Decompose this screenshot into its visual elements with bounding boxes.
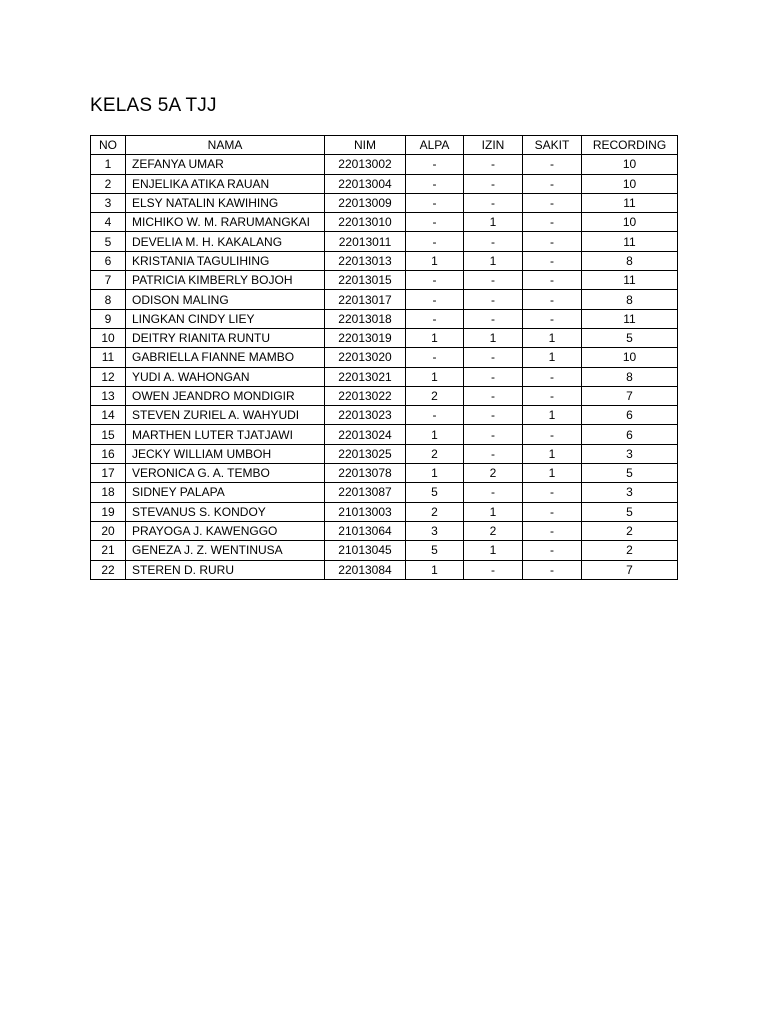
cell-izin: -: [464, 444, 523, 463]
cell-izin: -: [464, 155, 523, 174]
header-alpa: ALPA: [406, 136, 464, 155]
table-row: [91, 328, 678, 347]
cell-sakit: 1: [523, 348, 582, 367]
cell-nama: ODISON MALING: [126, 290, 325, 309]
cell-sakit: -: [523, 193, 582, 212]
cell-nim: 22013019: [325, 328, 406, 347]
cell-no: 4: [91, 213, 126, 232]
cell-recording: 11: [582, 232, 678, 251]
table-row: [91, 541, 678, 560]
cell-recording: 10: [582, 174, 678, 193]
cell-nama: DEITRY RIANITA RUNTU: [126, 328, 325, 347]
table-row: [91, 251, 678, 270]
cell-izin: -: [464, 406, 523, 425]
table-row: [91, 367, 678, 386]
cell-nim: 22013020: [325, 348, 406, 367]
cell-nama: OWEN JEANDRO MONDIGIR: [126, 386, 325, 405]
cell-nama: LINGKAN CINDY LIEY: [126, 309, 325, 328]
cell-nim: 21013045: [325, 541, 406, 560]
cell-nim: 22013022: [325, 386, 406, 405]
cell-izin: 1: [464, 502, 523, 521]
cell-recording: 11: [582, 309, 678, 328]
cell-izin: -: [464, 271, 523, 290]
cell-alpa: 1: [406, 560, 464, 579]
table-row: [91, 502, 678, 521]
cell-no: 15: [91, 425, 126, 444]
cell-nim: 22013009: [325, 193, 406, 212]
cell-nim: 22013013: [325, 251, 406, 270]
cell-izin: -: [464, 290, 523, 309]
cell-recording: 11: [582, 271, 678, 290]
cell-sakit: -: [523, 232, 582, 251]
cell-alpa: -: [406, 406, 464, 425]
table-row: [91, 483, 678, 502]
cell-nama: GABRIELLA FIANNE MAMBO: [126, 348, 325, 367]
cell-recording: 5: [582, 502, 678, 521]
cell-sakit: 1: [523, 406, 582, 425]
cell-nim: 22013002: [325, 155, 406, 174]
cell-recording: 6: [582, 406, 678, 425]
cell-nim: 22013024: [325, 425, 406, 444]
cell-sakit: -: [523, 502, 582, 521]
cell-recording: 11: [582, 193, 678, 212]
cell-sakit: -: [523, 309, 582, 328]
table-row: [91, 560, 678, 579]
cell-nama: DEVELIA M. H. KAKALANG: [126, 232, 325, 251]
cell-nim: 22013018: [325, 309, 406, 328]
attendance-table: [90, 135, 678, 580]
table-row: [91, 386, 678, 405]
cell-recording: 3: [582, 483, 678, 502]
cell-sakit: -: [523, 271, 582, 290]
page-title: KELAS 5A TJJ: [90, 95, 217, 116]
cell-nama: PATRICIA KIMBERLY BOJOH: [126, 271, 325, 290]
table-row: [91, 309, 678, 328]
cell-izin: -: [464, 193, 523, 212]
cell-nama: GENEZA J. Z. WENTINUSA: [126, 541, 325, 560]
table-row: [91, 213, 678, 232]
header-recording: RECORDING: [582, 136, 678, 155]
cell-sakit: 1: [523, 444, 582, 463]
cell-sakit: -: [523, 560, 582, 579]
cell-alpa: 1: [406, 367, 464, 386]
cell-alpa: -: [406, 271, 464, 290]
cell-recording: 6: [582, 425, 678, 444]
cell-recording: 3: [582, 444, 678, 463]
cell-no: 12: [91, 367, 126, 386]
cell-no: 9: [91, 309, 126, 328]
cell-alpa: 5: [406, 541, 464, 560]
cell-sakit: -: [523, 367, 582, 386]
cell-alpa: 1: [406, 425, 464, 444]
cell-no: 7: [91, 271, 126, 290]
cell-no: 6: [91, 251, 126, 270]
cell-nim: 22013021: [325, 367, 406, 386]
cell-sakit: 1: [523, 464, 582, 483]
cell-nama: SIDNEY PALAPA: [126, 483, 325, 502]
cell-sakit: -: [523, 541, 582, 560]
cell-recording: 8: [582, 367, 678, 386]
cell-nim: 22013010: [325, 213, 406, 232]
table-row: [91, 444, 678, 463]
table-body: [91, 155, 678, 580]
cell-no: 20: [91, 521, 126, 540]
cell-nim: 22013023: [325, 406, 406, 425]
cell-alpa: 2: [406, 502, 464, 521]
table-row: [91, 464, 678, 483]
cell-no: 8: [91, 290, 126, 309]
cell-no: 2: [91, 174, 126, 193]
cell-alpa: 5: [406, 483, 464, 502]
cell-sakit: -: [523, 483, 582, 502]
cell-nim: 22013017: [325, 290, 406, 309]
cell-nim: 22013078: [325, 464, 406, 483]
cell-recording: 8: [582, 251, 678, 270]
cell-alpa: -: [406, 232, 464, 251]
cell-nama: ENJELIKA ATIKA RAUAN: [126, 174, 325, 193]
header-nama: NAMA: [126, 136, 325, 155]
table-row: [91, 232, 678, 251]
table-row: [91, 271, 678, 290]
cell-nim: 22013004: [325, 174, 406, 193]
header-no: NO: [91, 136, 126, 155]
cell-izin: -: [464, 174, 523, 193]
cell-izin: 2: [464, 521, 523, 540]
cell-sakit: -: [523, 251, 582, 270]
cell-recording: 8: [582, 290, 678, 309]
cell-izin: -: [464, 348, 523, 367]
cell-sakit: -: [523, 425, 582, 444]
cell-recording: 5: [582, 328, 678, 347]
cell-recording: 2: [582, 541, 678, 560]
cell-alpa: -: [406, 309, 464, 328]
cell-nama: ELSY NATALIN KAWIHING: [126, 193, 325, 212]
cell-nama: STEVEN ZURIEL A. WAHYUDI: [126, 406, 325, 425]
cell-alpa: -: [406, 155, 464, 174]
cell-no: 19: [91, 502, 126, 521]
cell-nama: JECKY WILLIAM UMBOH: [126, 444, 325, 463]
cell-recording: 5: [582, 464, 678, 483]
cell-izin: 2: [464, 464, 523, 483]
table-row: [91, 290, 678, 309]
cell-alpa: -: [406, 174, 464, 193]
table-row: [91, 406, 678, 425]
header-nim: NIM: [325, 136, 406, 155]
cell-no: 11: [91, 348, 126, 367]
cell-izin: -: [464, 386, 523, 405]
cell-nim: 21013003: [325, 502, 406, 521]
cell-alpa: 1: [406, 328, 464, 347]
cell-sakit: -: [523, 290, 582, 309]
cell-no: 17: [91, 464, 126, 483]
cell-izin: -: [464, 425, 523, 444]
cell-alpa: 3: [406, 521, 464, 540]
cell-alpa: 2: [406, 386, 464, 405]
cell-no: 14: [91, 406, 126, 425]
cell-izin: -: [464, 560, 523, 579]
cell-nama: STEREN D. RURU: [126, 560, 325, 579]
table-row: [91, 174, 678, 193]
cell-izin: 1: [464, 328, 523, 347]
cell-izin: 1: [464, 541, 523, 560]
cell-nama: YUDI A. WAHONGAN: [126, 367, 325, 386]
cell-no: 5: [91, 232, 126, 251]
cell-no: 21: [91, 541, 126, 560]
cell-nama: MICHIKO W. M. RARUMANGKAI: [126, 213, 325, 232]
table-header-row: [91, 136, 678, 155]
cell-nim: 22013011: [325, 232, 406, 251]
cell-nim: 22013015: [325, 271, 406, 290]
table-row: [91, 521, 678, 540]
cell-recording: 7: [582, 386, 678, 405]
cell-sakit: -: [523, 155, 582, 174]
cell-sakit: -: [523, 213, 582, 232]
table-row: [91, 155, 678, 174]
cell-no: 3: [91, 193, 126, 212]
cell-no: 13: [91, 386, 126, 405]
cell-nama: KRISTANIA TAGULIHING: [126, 251, 325, 270]
cell-alpa: -: [406, 348, 464, 367]
cell-izin: 1: [464, 251, 523, 270]
cell-recording: 10: [582, 155, 678, 174]
cell-alpa: 1: [406, 464, 464, 483]
table-row: [91, 425, 678, 444]
cell-no: 18: [91, 483, 126, 502]
cell-recording: 10: [582, 213, 678, 232]
cell-sakit: -: [523, 386, 582, 405]
cell-no: 22: [91, 560, 126, 579]
cell-nama: ZEFANYA UMAR: [126, 155, 325, 174]
cell-recording: 10: [582, 348, 678, 367]
cell-izin: -: [464, 232, 523, 251]
cell-alpa: 1: [406, 251, 464, 270]
cell-no: 16: [91, 444, 126, 463]
cell-alpa: -: [406, 193, 464, 212]
header-izin: IZIN: [464, 136, 523, 155]
cell-sakit: -: [523, 521, 582, 540]
cell-nim: 22013087: [325, 483, 406, 502]
cell-sakit: -: [523, 174, 582, 193]
header-sakit: SAKIT: [523, 136, 582, 155]
cell-izin: -: [464, 483, 523, 502]
cell-nama: STEVANUS S. KONDOY: [126, 502, 325, 521]
cell-nama: MARTHEN LUTER TJATJAWI: [126, 425, 325, 444]
cell-izin: -: [464, 367, 523, 386]
cell-recording: 2: [582, 521, 678, 540]
cell-nim: 21013064: [325, 521, 406, 540]
cell-izin: 1: [464, 213, 523, 232]
cell-no: 10: [91, 328, 126, 347]
table-row: [91, 348, 678, 367]
cell-recording: 7: [582, 560, 678, 579]
cell-nim: 22013084: [325, 560, 406, 579]
cell-nim: 22013025: [325, 444, 406, 463]
cell-sakit: 1: [523, 328, 582, 347]
cell-alpa: 2: [406, 444, 464, 463]
cell-izin: -: [464, 309, 523, 328]
cell-nama: VERONICA G. A. TEMBO: [126, 464, 325, 483]
cell-alpa: -: [406, 290, 464, 309]
cell-alpa: -: [406, 213, 464, 232]
table-row: [91, 193, 678, 212]
cell-nama: PRAYOGA J. KAWENGGO: [126, 521, 325, 540]
cell-no: 1: [91, 155, 126, 174]
